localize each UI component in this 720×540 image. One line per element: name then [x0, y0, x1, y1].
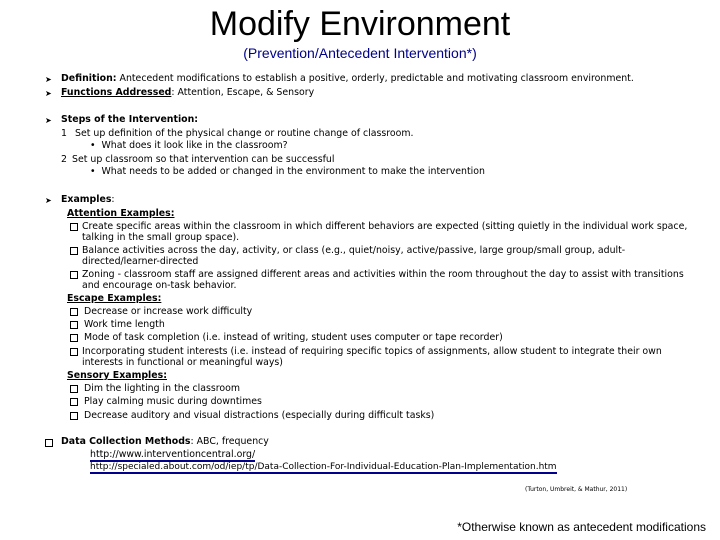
definition-text: Antecedent modifications to establish a positive, orderly, predictable and motivating classroom environment. — [116, 73, 634, 84]
arrow-bullet-icon: ➤ — [45, 116, 52, 125]
definition-label: Definition: — [61, 73, 117, 84]
link-specialed-about[interactable]: http://specialed.about.com/od/iep/tp/Data-Collection-For-Individual-Education-Plan-Implementation.htm — [90, 462, 557, 472]
attention-examples-label: Attention Examples: — [67, 208, 175, 219]
square-bullet-icon — [70, 223, 78, 231]
step-number: 1 — [61, 128, 67, 139]
step-text: Set up definition of the physical change or routine change of classroom. — [75, 128, 414, 139]
page-subtitle: (Prevention/Antecedent Intervention*) — [243, 45, 477, 61]
sensory-examples-label: Sensory Examples: — [67, 370, 167, 381]
list-item-text: Incorporating student interests (i.e. instead of requiring specific topics of assignments, allow student to integrate their own interests in functional or meaningful ways) — [82, 346, 662, 368]
link-interventioncentral[interactable]: http://www.interventioncentral.org/ — [90, 449, 256, 460]
square-bullet-icon — [70, 398, 78, 406]
arrow-bullet-icon: ➤ — [45, 196, 52, 205]
list-item: Dim the lighting in the classroom — [70, 383, 240, 394]
square-bullet-icon — [70, 348, 78, 356]
page-title: Modify Environment — [209, 5, 511, 43]
steps-label: Steps of the Intervention: — [61, 114, 199, 125]
escape-examples-label: Escape Examples: — [67, 293, 162, 304]
arrow-bullet-icon: ➤ — [45, 75, 52, 84]
data-collection-line — [61, 436, 269, 447]
step-subitem: • What does it look like in the classroom? — [90, 140, 288, 151]
square-bullet-icon — [70, 308, 78, 316]
square-bullet-icon — [70, 385, 78, 393]
step-number: 2 — [61, 154, 67, 165]
square-bullet-icon — [70, 271, 78, 279]
functions-line — [61, 87, 314, 98]
arrow-bullet-icon: ➤ — [45, 89, 52, 98]
data-collection-label: Data Collection Methods — [61, 436, 191, 447]
square-bullet-icon — [70, 334, 78, 342]
footnote: *Otherwise known as antecedent modifications — [457, 520, 706, 534]
list-item-text: Create specific areas within the classroom in which different behaviors are expected (sitting quietly in the individual work space, talking in the small group space). — [82, 221, 688, 243]
definition-line — [61, 73, 634, 84]
list-item: Play calming music during downtimes — [70, 396, 262, 407]
list-item: Decrease or increase work difficulty — [70, 306, 252, 317]
list-item: Work time length — [70, 319, 165, 330]
examples-label: Examples — [61, 194, 112, 205]
functions-text: : Attention, Escape, & Sensory — [171, 87, 315, 98]
square-bullet-icon — [70, 247, 78, 255]
list-item: Decrease auditory and visual distractions (especially during difficult tasks) — [70, 410, 434, 421]
list-item-text: Zoning - classroom staff are assigned different areas and activities within the room throughout the day to assist with transitions and encourage on-task behavior. — [82, 269, 684, 291]
step-subitem: • What needs to be added or changed in the environment to make the intervention — [90, 166, 485, 177]
square-bullet-icon — [45, 439, 53, 447]
list-item: Mode of task completion (i.e. instead of writing, student uses computer or tape recorder) — [70, 332, 503, 343]
list-item-text: Balance activities across the day, activity, or class (e.g., quiet/noisy, active/passive, large group/small group, adult-directed/learner-directed — [82, 245, 626, 267]
citation: (Turton, Umbreit, & Mathur, 2011) — [525, 486, 628, 493]
functions-label: Functions Addressed — [61, 87, 172, 98]
examples-heading: Examples: — [61, 194, 115, 205]
step-text: Set up classroom so that intervention can be successful — [72, 154, 335, 165]
square-bullet-icon — [70, 321, 78, 329]
list-item — [45, 437, 59, 448]
square-bullet-icon — [70, 412, 78, 420]
data-collection-text: : ABC, frequency — [190, 436, 269, 447]
